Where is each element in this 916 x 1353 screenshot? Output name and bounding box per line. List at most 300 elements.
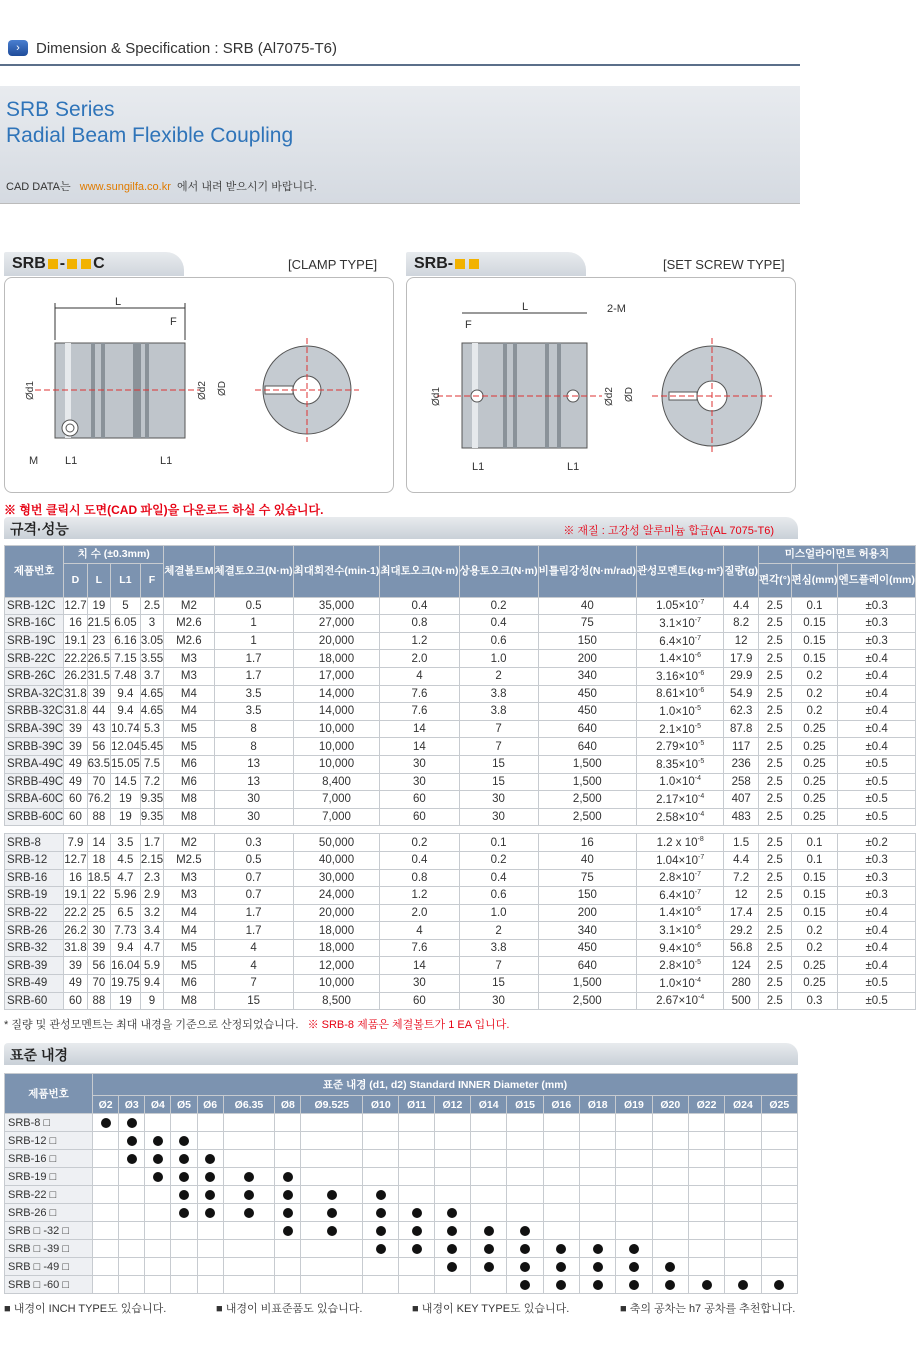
bore-cell xyxy=(223,1150,275,1168)
part-number-cell[interactable]: SRB-8 xyxy=(5,834,64,852)
table-cell: 18 xyxy=(87,851,110,869)
table-cell: 40 xyxy=(538,597,636,615)
table-cell: 18,000 xyxy=(293,922,380,940)
bore-cell xyxy=(471,1132,507,1150)
bore-cell xyxy=(725,1186,761,1204)
table-cell: M3 xyxy=(164,887,214,905)
table-cell: 16.04 xyxy=(111,957,141,975)
bore-cell xyxy=(761,1240,797,1258)
ss-label-L1b: L1 xyxy=(567,461,580,473)
table-cell: M4 xyxy=(164,922,214,940)
bore-cell xyxy=(543,1276,579,1294)
table-cell: $6.4\times 10^{-7}$ xyxy=(637,632,724,650)
bore-cell xyxy=(301,1258,363,1276)
table-cell: 14.5 xyxy=(111,773,141,791)
table-cell: M5 xyxy=(164,939,214,957)
table-cell: 2.5 xyxy=(759,808,791,826)
available-dot-icon xyxy=(179,1136,189,1146)
table-row xyxy=(5,685,916,703)
bore-part-number: SRB □ -39 □ xyxy=(5,1240,93,1258)
download-notice: ※ 형번 클릭시 도면(CAD 파일)을 다운로드 하실 수 있습니다. xyxy=(4,503,324,517)
table-cell: 2.5 xyxy=(759,922,791,940)
ss-label-L: L xyxy=(522,301,529,313)
bore-cell xyxy=(543,1132,579,1150)
table-cell: ±0.4 xyxy=(838,720,915,738)
table-cell: 44 xyxy=(87,703,110,721)
table-row xyxy=(5,615,916,633)
part-number-cell[interactable]: SRB-16C xyxy=(5,615,64,633)
bore-cell xyxy=(197,1132,223,1150)
table-cell: $2.1\times 10^{-5}$ xyxy=(637,720,724,738)
part-number-cell[interactable]: SRB-26 xyxy=(5,922,64,940)
available-dot-icon xyxy=(556,1280,566,1290)
bore-cell xyxy=(399,1150,434,1168)
bore-th-header: 표준 내경 (d1, d2) Standard INNER Diameter (mm) xyxy=(93,1074,798,1096)
bore-cell xyxy=(434,1258,470,1276)
bore-part-number: SRB □ -49 □ xyxy=(5,1258,93,1276)
title-bar xyxy=(0,0,800,98)
table-cell: 500 xyxy=(724,992,759,1010)
table-cell: 2.3 xyxy=(140,869,163,887)
available-dot-icon xyxy=(412,1208,422,1218)
table-cell: 2.5 xyxy=(140,597,163,615)
clamp-drawing[interactable] xyxy=(4,277,394,493)
table-cell: $9.4\times 10^{-6}$ xyxy=(637,939,724,957)
part-number-cell[interactable]: SRBB-60C xyxy=(5,808,64,826)
bore-cell xyxy=(616,1132,652,1150)
available-dot-icon xyxy=(179,1172,189,1182)
table-cell: ±0.5 xyxy=(838,992,915,1010)
bore-cell xyxy=(616,1114,652,1132)
part-number-cell[interactable]: SRB-19 xyxy=(5,887,64,905)
table-cell: 31.8 xyxy=(64,685,87,703)
setscrew-tab xyxy=(406,252,586,276)
table-cell: 0.25 xyxy=(791,957,838,975)
bore-cell xyxy=(471,1150,507,1168)
table-cell: 2.5 xyxy=(759,755,791,773)
part-number-cell[interactable]: SRB-32 xyxy=(5,939,64,957)
available-dot-icon xyxy=(127,1154,137,1164)
table-cell: 26.2 xyxy=(64,667,87,685)
table-cell: 29.2 xyxy=(724,922,759,940)
table-cell: 35,000 xyxy=(293,597,380,615)
table-cell: 2.15 xyxy=(140,851,163,869)
table-cell: 117 xyxy=(724,738,759,756)
table-cell: 0.4 xyxy=(380,851,459,869)
table-cell: 3.8 xyxy=(459,939,538,957)
table-cell: M2.5 xyxy=(164,851,214,869)
table-cell: 39 xyxy=(87,685,110,703)
table-cell: ±0.5 xyxy=(838,755,915,773)
table-gap xyxy=(5,826,916,834)
footnote-red: ※ SRB-8 제품은 체결볼트가 1 EA 입니다. xyxy=(307,1019,510,1031)
table-cell: M4 xyxy=(164,703,214,721)
bore-note-4: ■ 축의 공차는 h7 공차를 추천합니다. xyxy=(620,1303,796,1315)
bore-part-number: SRB □ -60 □ xyxy=(5,1276,93,1294)
table-cell: 407 xyxy=(724,791,759,809)
bore-cell xyxy=(197,1168,223,1186)
bore-cell xyxy=(688,1114,724,1132)
bore-cell xyxy=(275,1258,301,1276)
bore-cell xyxy=(761,1132,797,1150)
table-cell: 0.1 xyxy=(791,851,838,869)
table-cell: 88 xyxy=(87,808,110,826)
table-cell: $1.4\times 10^{-6}$ xyxy=(637,904,724,922)
table-cell: 17,000 xyxy=(293,667,380,685)
label-D: ØD xyxy=(217,381,228,396)
table-cell: 22.2 xyxy=(64,904,87,922)
table-cell: 0.25 xyxy=(791,808,838,826)
table-cell: M6 xyxy=(164,773,214,791)
table-cell: ±0.5 xyxy=(838,975,915,993)
bore-part-number: SRB-22 □ xyxy=(5,1186,93,1204)
table-cell: M8 xyxy=(164,992,214,1010)
bore-cell xyxy=(275,1276,301,1294)
setscrew-drawing[interactable] xyxy=(406,277,796,493)
table-cell: $1.0\times 10^{-4}$ xyxy=(637,773,724,791)
table-cell: 54.9 xyxy=(724,685,759,703)
bore-cell xyxy=(171,1276,197,1294)
table-cell: 3.55 xyxy=(140,650,163,668)
table-cell: 3.2 xyxy=(140,904,163,922)
table-cell: 150 xyxy=(538,887,636,905)
bore-cell xyxy=(399,1204,434,1222)
table-cell: 14 xyxy=(380,738,459,756)
bore-cell xyxy=(471,1222,507,1240)
bore-cell xyxy=(471,1114,507,1132)
bore-cell xyxy=(171,1132,197,1150)
table-row xyxy=(5,992,916,1010)
table-cell: $2.67\times 10^{-4}$ xyxy=(637,992,724,1010)
table-cell: 124 xyxy=(724,957,759,975)
bore-cell xyxy=(197,1276,223,1294)
table-cell: 56 xyxy=(87,957,110,975)
table-cell: 4 xyxy=(380,667,459,685)
bore-row xyxy=(5,1222,798,1240)
bore-col-header: Ø15 xyxy=(507,1096,543,1114)
table-cell: 12 xyxy=(724,632,759,650)
bore-cell xyxy=(688,1258,724,1276)
bore-cell xyxy=(223,1186,275,1204)
table-cell: 75 xyxy=(538,615,636,633)
bore-cell xyxy=(363,1240,399,1258)
table-cell: 22.2 xyxy=(64,650,87,668)
table-cell: 0.15 xyxy=(791,887,838,905)
bore-col-header: Ø18 xyxy=(579,1096,615,1114)
table-cell: 6.5 xyxy=(111,904,141,922)
table-cell: 60 xyxy=(380,808,459,826)
table-cell: 1.7 xyxy=(140,834,163,852)
bore-cell xyxy=(543,1258,579,1276)
bore-cell xyxy=(119,1258,145,1276)
bore-cell xyxy=(725,1204,761,1222)
available-dot-icon xyxy=(376,1208,386,1218)
bore-cell xyxy=(223,1240,275,1258)
table-cell: $3.1\times 10^{-7}$ xyxy=(637,615,724,633)
label-d1: Ød1 xyxy=(25,381,36,400)
part-number-cell[interactable]: SRBB-32C xyxy=(5,703,64,721)
table-cell: 19.75 xyxy=(111,975,141,993)
table-cell: ±0.4 xyxy=(838,703,915,721)
available-dot-icon xyxy=(484,1262,494,1272)
bore-cell xyxy=(145,1114,171,1132)
table-cell: $2.8\times 10^{-7}$ xyxy=(637,869,724,887)
part-number-cell[interactable]: SRB-22 xyxy=(5,904,64,922)
clamp-model: SRB - C xyxy=(12,255,105,272)
table-cell: 0.15 xyxy=(791,904,838,922)
bore-cell xyxy=(616,1204,652,1222)
available-dot-icon xyxy=(244,1172,254,1182)
table-cell: 6.05 xyxy=(111,615,141,633)
part-number-cell[interactable]: SRBA-60C xyxy=(5,791,64,809)
table-cell: ±0.3 xyxy=(838,869,915,887)
table-cell: 4 xyxy=(214,957,293,975)
table-cell: 0.6 xyxy=(459,887,538,905)
available-dot-icon xyxy=(179,1190,189,1200)
bore-cell xyxy=(301,1168,363,1186)
table-cell: ±0.3 xyxy=(838,615,915,633)
bore-row xyxy=(5,1276,798,1294)
part-number-cell[interactable]: SRBB-49C xyxy=(5,773,64,791)
bore-cell xyxy=(761,1114,797,1132)
table-cell: 0.25 xyxy=(791,738,838,756)
bore-cell xyxy=(507,1204,543,1222)
table-cell: M6 xyxy=(164,755,214,773)
th-torque-bolt: 체결토오크(N·m) xyxy=(214,546,293,598)
table-cell: 280 xyxy=(724,975,759,993)
bore-cell xyxy=(471,1276,507,1294)
bore-cell xyxy=(363,1132,399,1150)
table-cell: 70 xyxy=(87,975,110,993)
table-cell: 1 xyxy=(214,615,293,633)
table-cell: 0.25 xyxy=(791,755,838,773)
table-cell: 2.5 xyxy=(759,887,791,905)
bore-row xyxy=(5,1186,798,1204)
table-cell: ±0.5 xyxy=(838,808,915,826)
part-number-cell[interactable]: SRB-12 xyxy=(5,851,64,869)
table-cell: 0.2 xyxy=(459,597,538,615)
table-cell: $1.04\times 10^{-7}$ xyxy=(637,851,724,869)
bore-cell xyxy=(434,1168,470,1186)
table-row xyxy=(5,703,916,721)
bore-cell xyxy=(145,1204,171,1222)
available-dot-icon xyxy=(101,1118,111,1128)
bore-cell xyxy=(543,1168,579,1186)
table-cell: ±0.4 xyxy=(838,650,915,668)
available-dot-icon xyxy=(556,1244,566,1254)
available-dot-icon xyxy=(520,1262,530,1272)
bore-note-1: ■ 내경이 INCH TYPE도 있습니다. xyxy=(4,1303,167,1315)
part-number-cell[interactable]: SRBA-32C xyxy=(5,685,64,703)
th-torque: 상용토오크(N·m) xyxy=(459,546,538,598)
label-L: L xyxy=(115,296,122,308)
table-cell: 30 xyxy=(87,922,110,940)
table-cell: 12,000 xyxy=(293,957,380,975)
part-number-cell[interactable]: SRB-12C xyxy=(5,597,64,615)
bore-cell xyxy=(93,1168,119,1186)
part-number-cell[interactable]: SRBB-39C xyxy=(5,738,64,756)
table-cell: 8,400 xyxy=(293,773,380,791)
bore-cell xyxy=(616,1222,652,1240)
table-cell: 2.5 xyxy=(759,791,791,809)
bore-cell xyxy=(223,1258,275,1276)
part-number-cell[interactable]: SRB-39 xyxy=(5,957,64,975)
table-cell: 1,500 xyxy=(538,975,636,993)
part-number-cell[interactable]: SRBA-39C xyxy=(5,720,64,738)
bore-cell xyxy=(652,1186,688,1204)
table-cell: 3.5 xyxy=(214,685,293,703)
bore-cell xyxy=(119,1168,145,1186)
table-cell: 0.4 xyxy=(459,615,538,633)
bore-cell xyxy=(197,1222,223,1240)
page-title: Dimension & Specification : SRB (Al7075-T6) xyxy=(36,40,337,57)
table-row xyxy=(5,738,916,756)
bore-cell xyxy=(616,1276,652,1294)
part-number-cell[interactable]: SRB-19C xyxy=(5,632,64,650)
table-cell: 450 xyxy=(538,685,636,703)
bore-cell xyxy=(543,1114,579,1132)
arrow-icon[interactable]: › xyxy=(8,40,28,56)
table-cell: 9.4 xyxy=(111,703,141,721)
bore-cell xyxy=(688,1132,724,1150)
available-dot-icon xyxy=(179,1154,189,1164)
bore-cell xyxy=(761,1258,797,1276)
table-cell: 30 xyxy=(459,992,538,1010)
table-cell: 200 xyxy=(538,650,636,668)
table-cell: 9.35 xyxy=(140,791,163,809)
table-cell: 26.5 xyxy=(87,650,110,668)
table-cell: 1.7 xyxy=(214,650,293,668)
bore-cell xyxy=(434,1240,470,1258)
bore-cell xyxy=(725,1276,761,1294)
cad-link[interactable]: www.sungilfa.co.kr xyxy=(79,181,171,193)
bore-cell xyxy=(579,1204,615,1222)
table-cell: 30,000 xyxy=(293,869,380,887)
table-cell: 9.4 xyxy=(140,975,163,993)
material-note: ※ 재질 : 고강성 알루미늄 합금(AL 7075-T6) xyxy=(563,525,774,537)
table-cell: 2.5 xyxy=(759,869,791,887)
table-cell: 7.15 xyxy=(111,650,141,668)
th-rpm: 최대회전수(min-1) xyxy=(293,546,380,598)
bore-cell xyxy=(725,1222,761,1240)
table-cell: 4.7 xyxy=(140,939,163,957)
part-number-cell[interactable]: SRBA-49C xyxy=(5,755,64,773)
table-cell: 24,000 xyxy=(293,887,380,905)
divider xyxy=(0,64,800,66)
bore-cell xyxy=(507,1132,543,1150)
table-cell: 15 xyxy=(459,773,538,791)
table-cell: 76.2 xyxy=(87,791,110,809)
table-cell: 0.25 xyxy=(791,791,838,809)
table-cell: 70 xyxy=(87,773,110,791)
available-dot-icon xyxy=(376,1190,386,1200)
bore-cell xyxy=(471,1186,507,1204)
bore-cell xyxy=(223,1114,275,1132)
table-row xyxy=(5,791,916,809)
bore-cell xyxy=(197,1150,223,1168)
table-cell: 12.7 xyxy=(64,597,87,615)
table-cell: 27,000 xyxy=(293,615,380,633)
part-number-cell[interactable]: SRB-49 xyxy=(5,975,64,993)
th-stiff: 비틀림강성(N·m/rad) xyxy=(538,546,636,598)
bore-part-number: SRB-26 □ xyxy=(5,1204,93,1222)
table-cell: 88 xyxy=(87,992,110,1010)
table-cell: 3.8 xyxy=(459,685,538,703)
part-number-cell[interactable]: SRB-16 xyxy=(5,869,64,887)
table-cell: 7.2 xyxy=(140,773,163,791)
table-cell: 2,500 xyxy=(538,992,636,1010)
table-cell: 18,000 xyxy=(293,939,380,957)
table-cell: 8 xyxy=(214,738,293,756)
table-cell: 19.1 xyxy=(64,632,87,650)
bore-col-header: Ø22 xyxy=(688,1096,724,1114)
table-cell: 0.8 xyxy=(380,869,459,887)
table-cell: $1.0\times 10^{-4}$ xyxy=(637,975,724,993)
bore-cell xyxy=(761,1204,797,1222)
bore-note-3: ■ 내경이 KEY TYPE도 있습니다. xyxy=(412,1303,570,1315)
table-cell: 7.6 xyxy=(380,685,459,703)
table-cell: 0.1 xyxy=(791,597,838,615)
bore-cell xyxy=(761,1186,797,1204)
table-row xyxy=(5,975,916,993)
table-cell: 200 xyxy=(538,904,636,922)
part-number-cell[interactable]: SRB-22C xyxy=(5,650,64,668)
table-cell: M6 xyxy=(164,975,214,993)
table-cell: $1.05\times 10^{-7}$ xyxy=(637,597,724,615)
available-dot-icon xyxy=(205,1190,215,1200)
table-cell: $1.4\times 10^{-6}$ xyxy=(637,650,724,668)
bore-cell xyxy=(223,1132,275,1150)
table-cell: 30 xyxy=(214,791,293,809)
bore-cell xyxy=(145,1186,171,1204)
table-cell: 0.2 xyxy=(791,922,838,940)
th-end: 엔드플레이(mm) xyxy=(838,563,915,597)
table-row xyxy=(5,773,916,791)
bore-cell xyxy=(301,1114,363,1132)
bore-cell xyxy=(761,1150,797,1168)
table-cell: 9.4 xyxy=(111,685,141,703)
table-cell: 9.4 xyxy=(111,939,141,957)
th-bolt: 체결볼트M xyxy=(164,546,214,598)
table-cell: 340 xyxy=(538,922,636,940)
table-cell: 49 xyxy=(64,755,87,773)
bore-cell xyxy=(399,1240,434,1258)
table-cell: 2.0 xyxy=(380,904,459,922)
available-dot-icon xyxy=(153,1136,163,1146)
available-dot-icon xyxy=(447,1208,457,1218)
bore-cell xyxy=(434,1276,470,1294)
bore-col-header: Ø19 xyxy=(616,1096,652,1114)
bore-cell xyxy=(543,1204,579,1222)
table-cell: 7 xyxy=(214,975,293,993)
bore-cell xyxy=(399,1186,434,1204)
bore-cell xyxy=(725,1150,761,1168)
table-cell: ±0.5 xyxy=(838,791,915,809)
bore-cell xyxy=(543,1222,579,1240)
table-cell: 49 xyxy=(64,975,87,993)
ss-label-D: ØD xyxy=(624,387,635,402)
ss-label-F: F xyxy=(465,319,472,331)
available-dot-icon xyxy=(556,1262,566,1272)
part-number-cell[interactable]: SRB-26C xyxy=(5,667,64,685)
th-dims: 치 수 (±0.3mm) xyxy=(64,546,164,564)
table-row xyxy=(5,650,916,668)
part-number-cell[interactable]: SRB-60 xyxy=(5,992,64,1010)
table-cell: 450 xyxy=(538,939,636,957)
bore-cell xyxy=(471,1240,507,1258)
table-cell: 31.8 xyxy=(64,939,87,957)
table-cell: 2,500 xyxy=(538,808,636,826)
